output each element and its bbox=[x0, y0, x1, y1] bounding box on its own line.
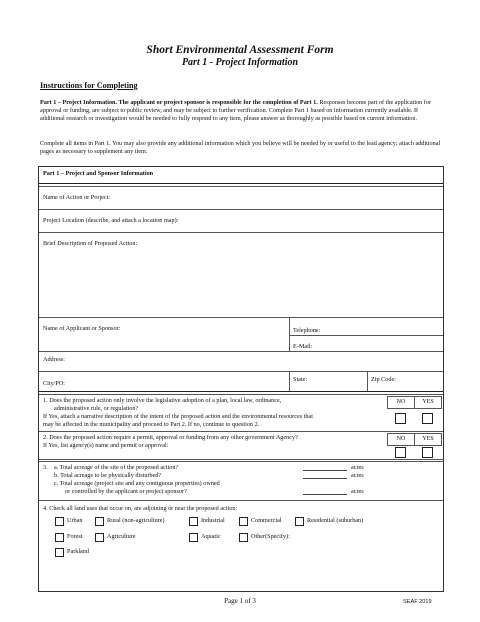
email-label: E-Mail: bbox=[293, 343, 313, 350]
urban-checkbox[interactable] bbox=[55, 517, 64, 526]
name-of-action-label: Name of Action or Project: bbox=[43, 194, 111, 201]
q1-line-4: may be affected in the municipality and proceed to Part 2. If no, continue to question 2. bbox=[43, 421, 260, 428]
instructions-paragraph-1-text: Responses become part of the application for approval or funding, are subject to public review, and may be subject to further verification. Complete Part 1 based on information currently available. If additional research or investigation would be needed to fully respond to any item, please answer as thoroughly as possible based on current information. bbox=[40, 99, 432, 122]
q1-line-2: administrative rule, or regulation? bbox=[54, 405, 139, 412]
divider bbox=[39, 461, 443, 462]
divider bbox=[39, 431, 443, 432]
divider bbox=[39, 371, 443, 372]
divider bbox=[39, 209, 443, 210]
q3-c-label-1: c. Total acreage (project site and any contiguous properties) owned bbox=[54, 480, 220, 487]
divider bbox=[367, 371, 368, 391]
divider bbox=[289, 317, 290, 351]
commercial-label: Commercial bbox=[251, 517, 282, 524]
divider bbox=[39, 391, 443, 392]
q2-line-2: If Yes, list agency(s) name and permit or approval: bbox=[43, 442, 169, 449]
q3-a-acres-field[interactable] bbox=[303, 464, 347, 471]
rural-label: Rural (non-agriculture) bbox=[107, 517, 165, 524]
q1-line-1: 1. Does the proposed action only involve the legislative adoption of a plan, local law, ordinance, bbox=[43, 397, 282, 404]
form-subtitle: Part 1 - Project Information bbox=[181, 57, 299, 68]
q4-line-1: 4. Check all land uses that occur on, are adjoining or near the proposed action: bbox=[43, 505, 238, 512]
q3-a-unit: acres bbox=[351, 464, 364, 471]
q2-yes-checkbox[interactable] bbox=[422, 447, 433, 458]
residential-label: Residential (suburban) bbox=[307, 517, 364, 524]
divider bbox=[289, 371, 290, 391]
aquatic-checkbox[interactable] bbox=[189, 533, 198, 542]
instructions-bold-lead: Part 1 – Project Information. The applicant or project sponsor is responsible for the completion of Part 1. bbox=[40, 99, 318, 106]
page-number: Page 1 of 3 bbox=[224, 597, 256, 605]
q2-line-1: 2. Does the proposed action require a permit, approval or funding from any other government Agency? bbox=[43, 434, 298, 441]
address-label: Address: bbox=[43, 356, 65, 363]
divider bbox=[39, 459, 443, 460]
parkland-label: Parkland bbox=[67, 548, 89, 555]
section-title: Part 1 – Project and Sponsor Information bbox=[43, 170, 154, 177]
q3-number: 3. bbox=[43, 464, 48, 471]
aquatic-label: Aquatic bbox=[201, 533, 221, 540]
divider bbox=[39, 394, 443, 395]
q1-yes-header: YES bbox=[414, 396, 442, 409]
form-title: Short Environmental Assessment Form bbox=[146, 44, 334, 56]
q1-line-3: If Yes, attach a narrative description of the intent of the proposed action and the environmental resources that bbox=[43, 413, 313, 420]
q2-yes-header: YES bbox=[414, 433, 442, 446]
project-location-label: Project Location (describe, and attach a location map): bbox=[43, 217, 179, 224]
city-label: City/PO: bbox=[43, 380, 66, 387]
instructions-paragraph-1 bbox=[40, 99, 444, 123]
q2-no-header: NO bbox=[387, 433, 415, 446]
industrial-checkbox[interactable] bbox=[189, 517, 198, 526]
applicant-name-label: Name of Applicant or Sponsor: bbox=[43, 325, 121, 332]
q1-no-header: NO bbox=[387, 396, 415, 409]
other-label: Other(Specify): bbox=[251, 533, 290, 540]
parkland-checkbox[interactable] bbox=[55, 548, 64, 557]
brief-description-label: Brief Description of Proposed Action: bbox=[43, 240, 138, 247]
instructions-heading: Instructions for Completing bbox=[40, 81, 138, 90]
divider bbox=[39, 183, 443, 184]
q2-no-checkbox[interactable] bbox=[395, 447, 406, 458]
other-checkbox[interactable] bbox=[239, 533, 248, 542]
agriculture-checkbox[interactable] bbox=[95, 533, 104, 542]
divider bbox=[39, 232, 443, 233]
agriculture-label: Agriculture bbox=[107, 533, 136, 540]
forest-label: Forest bbox=[67, 533, 83, 540]
q3-b-label: b. Total acreage to be physically disturbed? bbox=[54, 472, 162, 479]
telephone-label: Telephone: bbox=[293, 327, 321, 334]
zip-label: Zip Code: bbox=[371, 376, 396, 383]
q3-c-acres-field[interactable] bbox=[303, 488, 347, 495]
forest-checkbox[interactable] bbox=[55, 533, 64, 542]
q1-no-checkbox[interactable] bbox=[395, 413, 406, 424]
q3-b-unit: acres bbox=[351, 472, 364, 479]
rural-checkbox[interactable] bbox=[95, 517, 104, 526]
divider bbox=[39, 500, 443, 501]
q3-c-unit: acres bbox=[351, 488, 364, 495]
instructions-paragraph-2: Complete all items in Part 1. You may also provide any additional information which you believe will be needed by or useful to the lead agency; attach additional pages as necessary to supplement any item. bbox=[40, 140, 441, 155]
urban-label: Urban bbox=[67, 517, 83, 524]
divider bbox=[39, 317, 443, 318]
state-label: State: bbox=[293, 376, 308, 383]
q3-a-label: a. Total acreage of the site of the proposed action? bbox=[54, 464, 179, 471]
q3-c-label-2: or controlled by the applicant or project sponsor? bbox=[65, 488, 187, 495]
industrial-label: Industrial bbox=[201, 517, 225, 524]
divider bbox=[289, 335, 443, 336]
q3-b-acres-field[interactable] bbox=[303, 472, 347, 479]
project-information-form bbox=[38, 166, 444, 592]
form-code: SEAF 2019 bbox=[403, 599, 432, 605]
divider bbox=[39, 186, 443, 187]
commercial-checkbox[interactable] bbox=[239, 517, 248, 526]
residential-checkbox[interactable] bbox=[295, 517, 304, 526]
q1-yes-checkbox[interactable] bbox=[422, 413, 433, 424]
divider bbox=[39, 351, 443, 352]
